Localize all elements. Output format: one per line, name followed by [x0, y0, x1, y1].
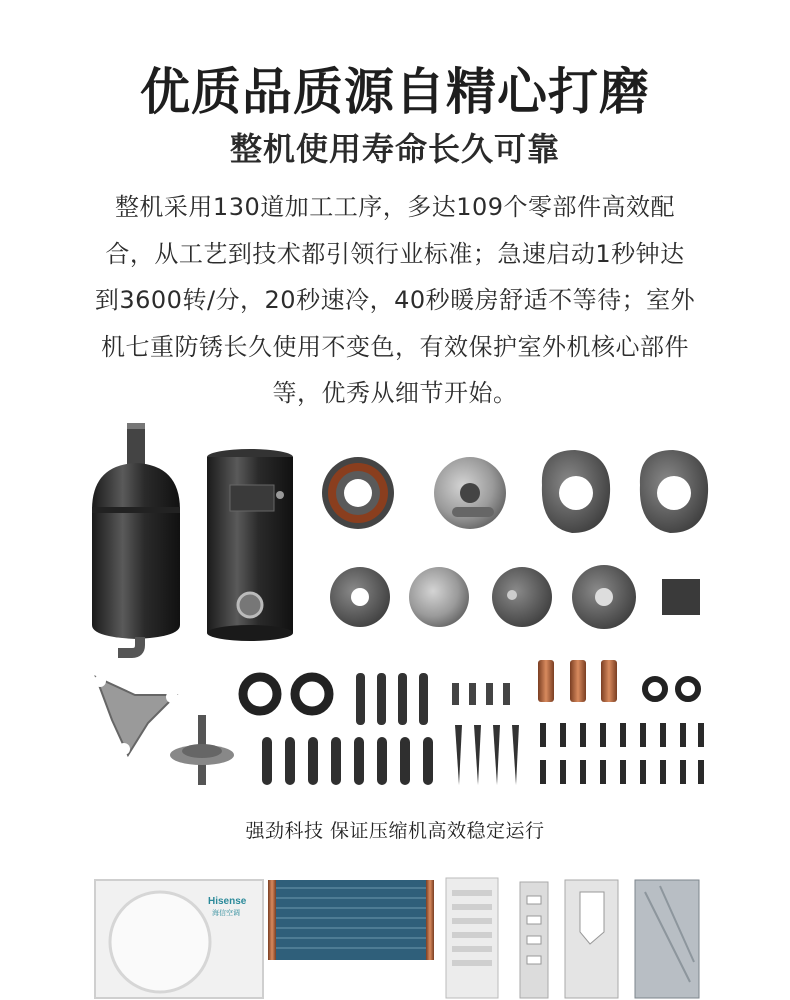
cylinder-cover-part	[409, 567, 469, 627]
partition-plate	[565, 880, 618, 998]
link-pieces	[356, 673, 428, 725]
condenser-coil	[268, 880, 434, 960]
vane-part	[662, 579, 700, 615]
description-line: 机七重防锈长久使用不变色，有效保护室外机核心部件	[101, 332, 689, 361]
main-bearing-part	[434, 457, 506, 529]
brand-logo: Hisense	[208, 896, 247, 907]
compressor-caption: 强劲科技 保证压缩机高效稳定运行	[245, 820, 545, 842]
page-title: 优质品质源自精心打磨	[140, 63, 650, 121]
compressor-parts-image	[0, 415, 790, 810]
o-ring-1	[645, 679, 665, 699]
mounting-bracket-part	[94, 675, 178, 755]
flange-plate-1	[542, 450, 610, 533]
link-rods	[262, 737, 433, 785]
outdoor-parts-image	[0, 872, 790, 1000]
description-line: 合，从工艺到技术都引领行业标准；急速启动1秒钟达	[105, 239, 685, 268]
copper-tubes	[538, 660, 617, 702]
compressor-shell-right	[207, 449, 293, 641]
stator-part	[322, 457, 394, 529]
side-grille	[446, 878, 498, 998]
spring-clips	[455, 725, 519, 785]
side-bracket	[520, 882, 548, 998]
page-subtitle: 整机使用寿命长久可靠	[229, 130, 560, 168]
screw-grid	[540, 723, 704, 784]
cylinder-part	[492, 567, 552, 627]
outdoor-parts-svg	[0, 872, 790, 1000]
crankshaft-part	[170, 715, 234, 785]
small-bolts	[452, 683, 510, 705]
brand-logo-sub: 海信空调	[212, 910, 240, 917]
description-line: 到3600转/分，20秒速冷，40秒暖房舒适不等待；室外	[94, 286, 696, 314]
flange-plate-2	[640, 450, 708, 533]
rubber-rings	[243, 677, 329, 711]
outdoor-front-panel	[95, 880, 263, 998]
compressor-shell-left	[92, 423, 180, 653]
base-plate	[635, 880, 699, 998]
compressor-parts-svg	[0, 415, 790, 810]
description-line: 整机采用130道加工工序，多达109个零部件高效配	[114, 193, 676, 221]
description-paragraph	[75, 184, 715, 417]
description-line: 等，优秀从细节开始。	[272, 379, 518, 407]
o-ring-2	[678, 679, 698, 699]
